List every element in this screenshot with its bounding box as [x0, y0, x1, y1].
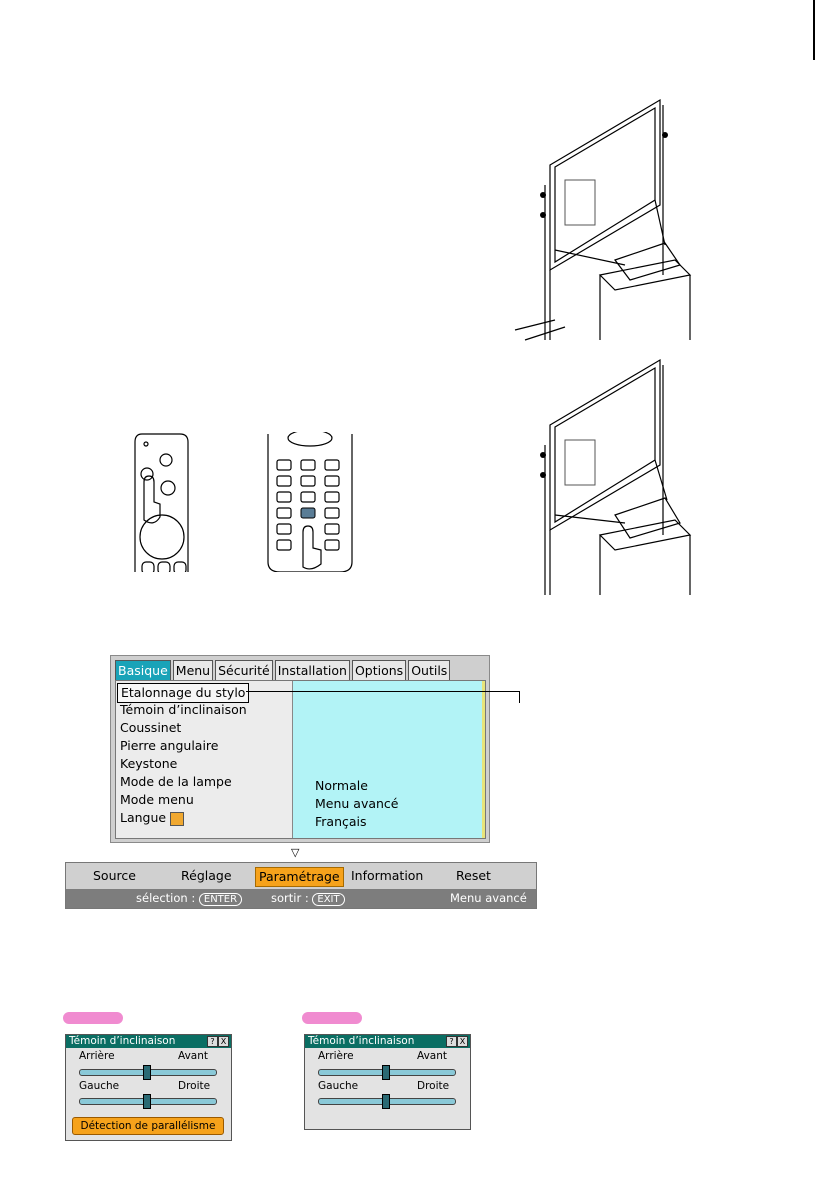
help-icon[interactable]: ? [207, 1036, 218, 1047]
callout-line [246, 691, 520, 692]
main-menu-bar [65, 862, 537, 909]
tilt-indicator-dialog [304, 1034, 471, 1130]
front-label: Avant [178, 1050, 208, 1062]
osd-body [115, 680, 486, 839]
close-icon[interactable]: X [218, 1036, 229, 1047]
lamp-mode-value: Normale [315, 778, 368, 793]
front-rear-slider[interactable] [79, 1069, 217, 1076]
slider-knob[interactable] [382, 1094, 390, 1109]
menu-reglage[interactable]: Réglage [181, 868, 232, 883]
rear-label: Arrière [79, 1050, 115, 1062]
menu-source[interactable]: Source [93, 868, 136, 883]
down-arrow-icon: ▽ [291, 846, 300, 859]
remote-control-illustration [130, 432, 190, 572]
front-rear-slider[interactable] [318, 1069, 456, 1076]
dialog-title-bar [66, 1035, 231, 1048]
front-label: Avant [417, 1050, 447, 1062]
exit-key: EXIT [312, 893, 344, 906]
menu-information[interactable]: Information [351, 868, 424, 883]
tab-bar [115, 660, 452, 680]
menu-item-language[interactable] [120, 809, 184, 827]
menu-item-menu-mode[interactable]: Mode menu [120, 792, 194, 807]
projector-whiteboard-illustration [505, 355, 705, 600]
rear-label: Arrière [318, 1050, 354, 1062]
menu-item-lamp-mode[interactable]: Mode de la lampe [120, 774, 232, 789]
tab-securite[interactable]: Sécurité [215, 660, 273, 680]
right-label: Droite [417, 1080, 450, 1092]
tab-basique[interactable]: Basique [115, 660, 171, 680]
left-label: Gauche [318, 1080, 359, 1092]
enter-key: ENTER [199, 893, 242, 906]
menu-bar-status [66, 889, 536, 908]
menu-item-pen-calibration[interactable]: Etalonnage du stylo [117, 683, 249, 703]
language-value: Français [315, 814, 367, 829]
menu-item-cornerstone[interactable]: Pierre angulaire [120, 738, 219, 753]
left-label: Gauche [79, 1080, 120, 1092]
select-label: sélection : [136, 891, 196, 905]
tab-installation[interactable]: Installation [275, 660, 350, 680]
exit-label: sortir : [271, 891, 309, 905]
exit-hint [271, 891, 345, 906]
remote-control-illustration [265, 432, 355, 572]
parallelism-detection-button[interactable]: Détection de parallélisme [72, 1117, 224, 1135]
select-hint [136, 891, 242, 906]
tab-options[interactable]: Options [352, 660, 406, 680]
left-right-slider[interactable] [318, 1098, 456, 1105]
close-icon[interactable]: X [457, 1036, 468, 1047]
menu-bar-items [66, 863, 536, 889]
menu-parametrage[interactable]: Paramétrage [255, 867, 344, 887]
dialog-title: Témoin d’inclinaison [69, 1035, 176, 1047]
slider-knob[interactable] [143, 1065, 151, 1080]
callout-line [519, 691, 520, 703]
slider-knob[interactable] [143, 1094, 151, 1109]
tab-outils[interactable]: Outils [408, 660, 450, 680]
osd-menu [110, 655, 490, 843]
help-icon[interactable]: ? [446, 1036, 457, 1047]
left-right-slider[interactable] [79, 1098, 217, 1105]
menu-reset[interactable]: Reset [456, 868, 491, 883]
language-icon [170, 812, 184, 826]
dialog-title-bar [305, 1035, 470, 1048]
menu-item-tilt-indicator[interactable]: Témoin d’inclinaison [120, 702, 247, 717]
projector-whiteboard-illustration [505, 95, 705, 345]
menu-item-keystone[interactable]: Keystone [120, 756, 178, 771]
page-edge-rule [813, 0, 815, 60]
language-label: Langue [120, 810, 167, 825]
right-label: Droite [178, 1080, 211, 1092]
slider-knob[interactable] [382, 1065, 390, 1080]
tilt-indicator-dialog [65, 1034, 232, 1141]
pink-tag [63, 1012, 123, 1024]
menu-mode-value: Menu avancé [315, 796, 399, 811]
menu-mode-indicator: Menu avancé [450, 891, 527, 905]
osd-value-panel [292, 681, 485, 838]
dialog-title: Témoin d’inclinaison [308, 1035, 415, 1047]
pink-tag [302, 1012, 362, 1024]
menu-item-cushion[interactable]: Coussinet [120, 720, 182, 735]
scrollbar[interactable] [482, 681, 485, 838]
osd-item-list [116, 681, 292, 838]
tab-menu[interactable]: Menu [173, 660, 213, 680]
